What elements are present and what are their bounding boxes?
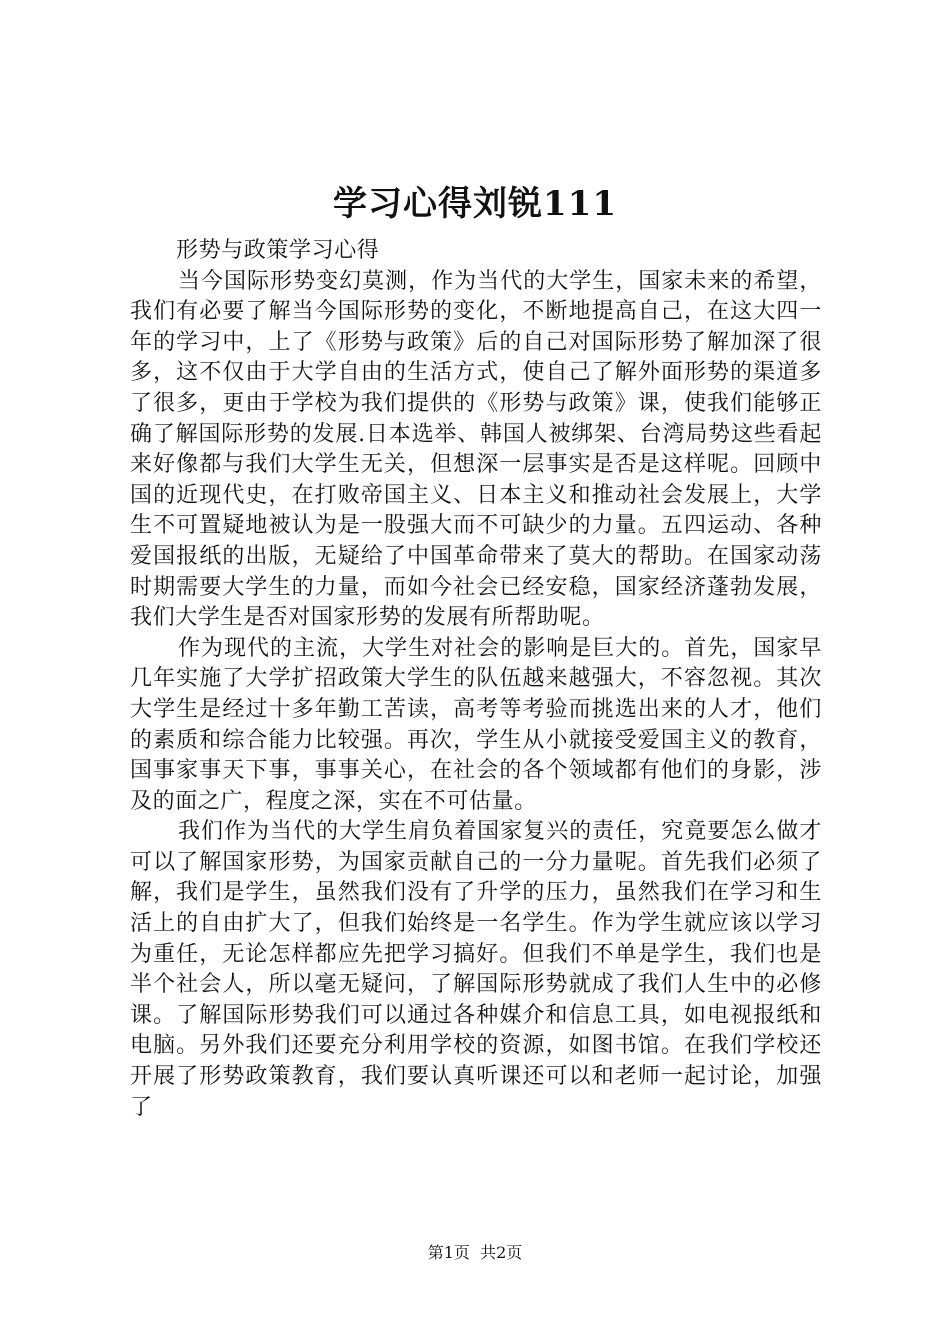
paragraph: 当今国际形势变幻莫测，作为当代的大学生，国家未来的希望，我们有必要了解当今国际形势的变化，不断地提高自己，在这大四一年的学习中，上了《形势与政策》后的自己对国际形势了解加深了很多，这不仅由于大学自由的生活方式，使自己了解外面形势的渠道多了很多，更由于学校为我们提供的《形势与政策》课，使我们能够正确了解国际形势的发展.日本选举、韩国人被绑架、台湾局势这些看起来好像都与我们大学生无关，但想深一层事实是否是这样呢。回顾中国的近现代史，在打败帝国主义、日本主义和推动社会发展上，大学生不可置疑地被认为是一股强大而不可缺少的力量。五四运动、各种爱国报纸的出版，无疑给了中国革命带来了莫大的帮助。在国家动荡时期需要大学生的力量，而如今社会已经安稳，国家经济蓬勃发展，我们大学生是否对国家形势的发展有所帮助呢。 xyxy=(130,268,822,631)
document-subtitle: 形势与政策学习心得 xyxy=(176,238,380,263)
page-footer xyxy=(0,1243,950,1263)
document-body xyxy=(130,236,822,1123)
paragraph: 作为现代的主流，大学生对社会的影响是巨大的。首先，国家早几年实施了大学扩招政策大学生的队伍越来越强大，不容忽视。其次大学生是经过十多年勤工苦读，高考等考验而挑选出来的人才，他们的素质和综合能力比较强。再次，学生从小就接受爱国主义的教育，国事家事天下事，事事关心，在社会的各个领域都有他们的身影，涉及的面之广，程度之深，实在不可估量。 xyxy=(130,635,822,814)
document-title: 学习心得刘锐111 xyxy=(333,184,617,224)
page-number: 第1页 共2页 xyxy=(427,1243,523,1262)
paragraph: 我们作为当代的大学生肩负着国家复兴的责任，究竟要怎么做才可以了解国家形势，为国家贡献自己的一分力量呢。首先我们必须了解，我们是学生，虽然我们没有了升学的压力，虽然我们在学习和生活上的自由扩大了，但我们始终是一名学生。作为学生就应该以学习为重任，无论怎样都应先把学习搞好。但我们不单是学生，我们也是半个社会人，所以毫无疑问，了解国际形势就成了我们人生中的必修课。了解国际形势我们可以通过各种媒介和信息工具，如电视报纸和电脑。另外我们还要充分利用学校的资源，如图书馆。在我们学校还开展了形势政策教育，我们要认真听课还可以和老师一起讨论，加强了 xyxy=(130,819,822,1120)
